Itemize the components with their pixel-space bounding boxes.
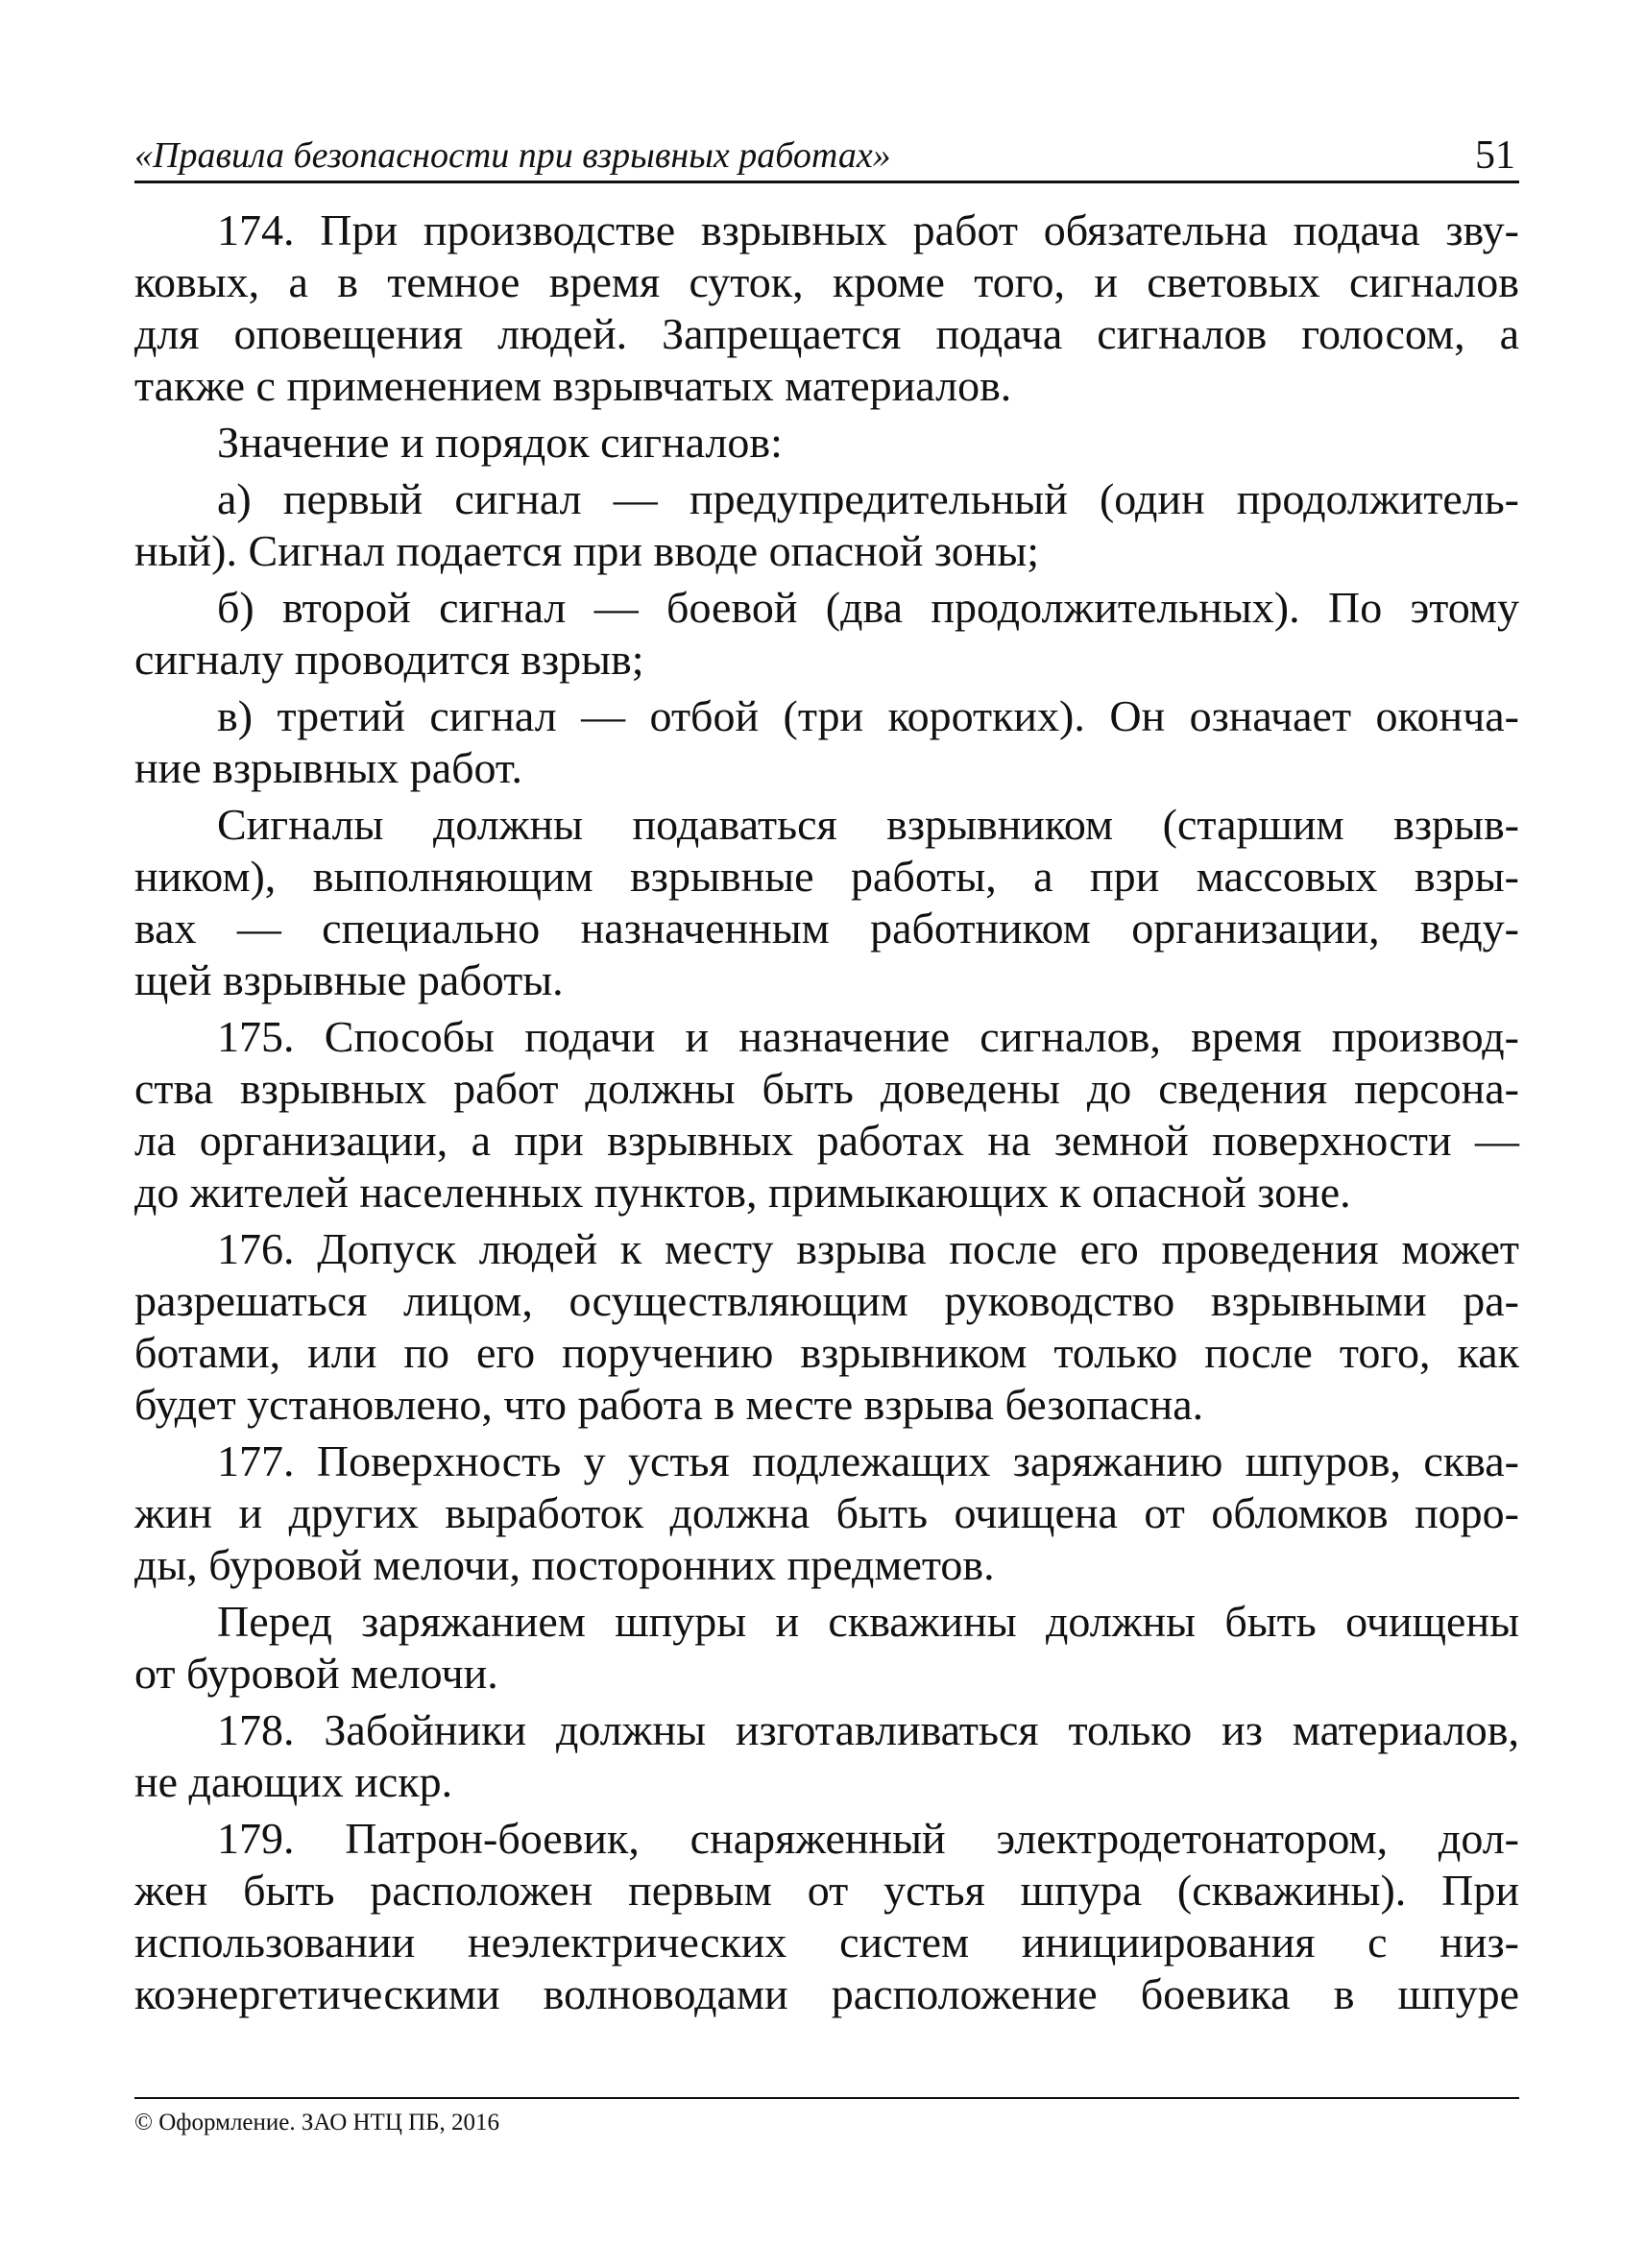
- text-line: разрешаться лицом, осуществляющим руководство взрывными ра-: [134, 1276, 1519, 1325]
- text-line: в) третий сигнал — отбой (три коротких). Он означает оконча-: [217, 691, 1519, 740]
- text-line: ства взрывных работ должны быть доведены до сведения персона-: [134, 1064, 1519, 1113]
- paragraph: [134, 690, 1519, 794]
- body-text: [134, 205, 1519, 2020]
- text-line: Перед заряжанием шпуры и скважины должны быть очищены: [217, 1597, 1519, 1646]
- text-line: не дающих искр.: [134, 1757, 453, 1806]
- paragraph: [134, 1596, 1519, 1700]
- paragraph: [134, 205, 1519, 412]
- text-line: жен быть расположен первым от устья шпура (скважины). При: [134, 1866, 1519, 1915]
- paragraph: [134, 1813, 1519, 2020]
- text-line: щей взрывные работы.: [134, 955, 564, 1004]
- text-line: от буровой мелочи.: [134, 1649, 498, 1698]
- text-line: использовании неэлектрических систем инициирования с низ-: [134, 1918, 1519, 1966]
- text-line: для оповещения людей. Запрещается подача сигналов голосом, а: [134, 309, 1519, 358]
- page-number: 51: [1475, 133, 1515, 178]
- text-line: ние взрывных работ.: [134, 743, 523, 792]
- paragraph: [134, 582, 1519, 686]
- text-line: 174. При производстве взрывных работ обязательна подача зву-: [217, 205, 1519, 254]
- text-line: сигналу проводится взрыв;: [134, 635, 644, 684]
- text-line: 179. Патрон-боевик, снаряженный электродетонатором, дол-: [217, 1814, 1519, 1863]
- text-line: ный). Сигнал подается при вводе опасной зоны;: [134, 526, 1040, 575]
- paragraph: [134, 799, 1519, 1006]
- text-line: 177. Поверхность у устья подлежащих заряжанию шпуров, сква-: [217, 1436, 1519, 1485]
- copyright-footer: © Оформление. ЗАО НТЦ ПБ, 2016: [134, 2110, 500, 2135]
- paragraph: [134, 1436, 1519, 1591]
- text-line: ботами, или по его поручению взрывником только после того, как: [134, 1328, 1519, 1377]
- running-header: [134, 131, 1519, 183]
- text-line: Значение и порядок сигналов:: [217, 418, 783, 467]
- text-line: коэнергетическими волноводами расположение боевика в шпуре: [134, 1969, 1519, 2018]
- text-line: ником), выполняющим взрывные работы, а при массовых взры-: [134, 852, 1519, 901]
- paragraph: [134, 1011, 1519, 1218]
- text-line: будет установлено, что работа в месте взрыва безопасна.: [134, 1380, 1204, 1429]
- text-line: ды, буровой мелочи, посторонних предметов.: [134, 1540, 995, 1589]
- text-line: ковых, а в темное время суток, кроме того, и световых сигналов: [134, 257, 1519, 306]
- running-title: «Правила безопасности при взрывных работах»: [134, 135, 891, 176]
- text-line: вах — специально назначенным работником организации, веду-: [134, 904, 1519, 953]
- text-line: ла организации, а при взрывных работах на земной поверхности —: [134, 1116, 1519, 1165]
- text-line: а) первый сигнал — предупредительный (один продолжитель-: [217, 474, 1519, 523]
- text-line: 178. Забойники должны изготавливаться только из материалов,: [217, 1705, 1519, 1754]
- text-line: до жителей населенных пунктов, примыкающих к опасной зоне.: [134, 1168, 1351, 1217]
- text-line: Сигналы должны подаваться взрывником (старшим взрыв-: [217, 800, 1519, 849]
- paragraph: [134, 417, 1519, 469]
- paragraph: [134, 473, 1519, 577]
- text-line: жин и других выработок должна быть очищена от обломков поро-: [134, 1488, 1519, 1537]
- text-line: также с применением взрывчатых материалов.: [134, 361, 1012, 410]
- text-line: б) второй сигнал — боевой (два продолжительных). По этому: [217, 583, 1519, 632]
- text-line: 176. Допуск людей к месту взрыва после его проведения может: [217, 1224, 1519, 1273]
- paragraph: [134, 1223, 1519, 1431]
- footer-rule: [134, 2097, 1519, 2099]
- text-line: 175. Способы подачи и назначение сигналов, время производ-: [217, 1012, 1519, 1061]
- paragraph: [134, 1704, 1519, 1808]
